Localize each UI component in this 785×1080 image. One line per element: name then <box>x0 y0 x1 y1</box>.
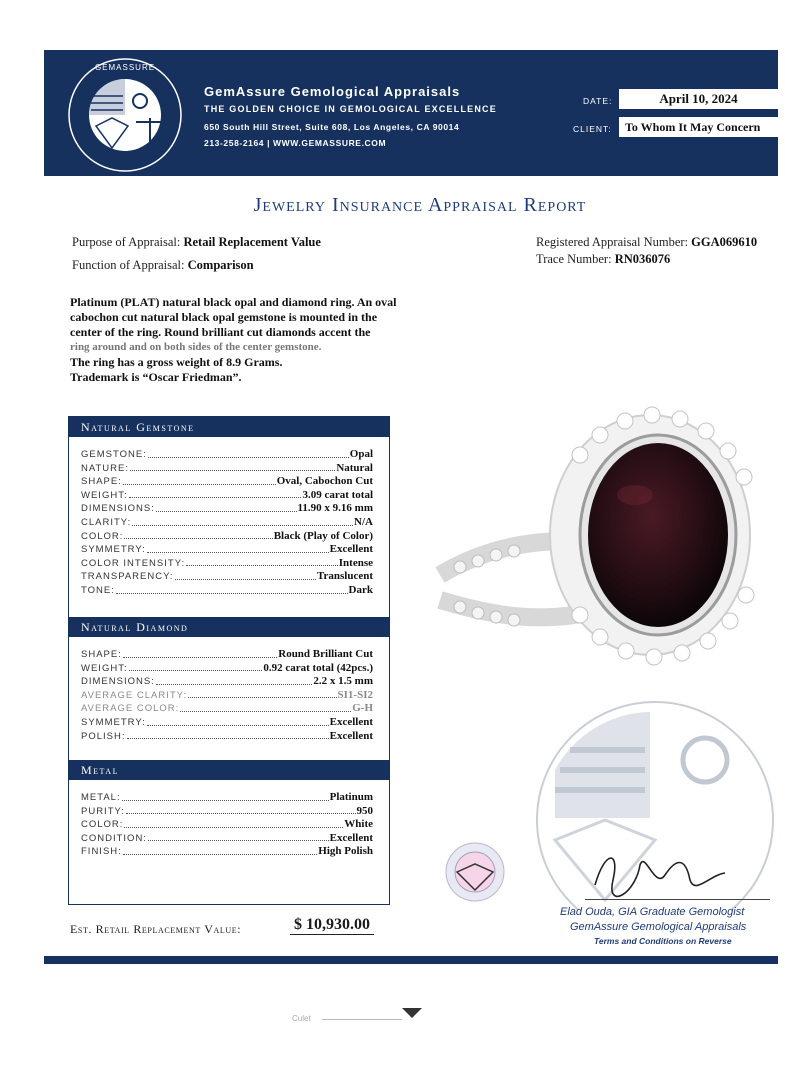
client-value: To Whom It May Concern <box>619 117 778 137</box>
description-line: Platinum (PLAT) natural black opal and diamond ring. An oval <box>70 295 397 309</box>
metal-spec-row <box>81 791 373 805</box>
dot-leader <box>180 702 351 712</box>
gemstone-section-heading: Natural Gemstone <box>69 417 389 437</box>
spec-value: Excellent <box>329 729 373 742</box>
spec-label: WEIGHT: <box>81 489 128 501</box>
diamond-spec-row <box>81 716 373 730</box>
ring-photo <box>430 395 760 695</box>
dot-leader <box>129 662 263 672</box>
dot-leader <box>123 845 318 855</box>
culet-diagram-icon <box>402 1008 422 1020</box>
dot-leader <box>188 689 336 699</box>
spec-label: FINISH: <box>81 846 122 858</box>
dot-leader <box>156 675 313 685</box>
spec-value: Translucent <box>316 570 373 583</box>
terms-note: Terms and Conditions on Reverse <box>594 936 732 946</box>
svg-text:GEMASSURE: GEMASSURE <box>94 63 156 72</box>
purpose-of-appraisal <box>72 235 321 250</box>
gemstone-spec-row <box>81 462 373 476</box>
metal-spec-row <box>81 805 373 819</box>
description-line: The ring has a gross weight of 8.9 Grams. <box>70 355 283 369</box>
spec-label: METAL: <box>81 792 121 803</box>
dot-leader <box>123 648 277 658</box>
diamond-spec-row <box>81 675 373 689</box>
dot-leader <box>129 489 302 499</box>
reg-value: GGA069610 <box>691 235 758 249</box>
spec-label: POLISH: <box>81 730 126 742</box>
metal-section-heading: Metal <box>69 760 389 780</box>
dot-leader <box>124 530 272 540</box>
dot-leader <box>123 475 276 485</box>
spec-label: CLARITY: <box>81 516 132 528</box>
item-description <box>70 295 450 385</box>
spec-label: DIMENSIONS: <box>81 503 155 515</box>
company-name: GemAssure Gemological Appraisals <box>204 84 461 99</box>
spec-value: 3.09 carat total <box>302 488 373 501</box>
spec-value: Black (Play of Color) <box>273 529 373 542</box>
date-label: DATE: <box>583 96 613 106</box>
spec-value: Intense <box>338 556 373 569</box>
dot-leader <box>148 448 349 458</box>
spec-value: Dark <box>348 583 373 596</box>
spec-value: Excellent <box>329 831 373 844</box>
spec-label: AVERAGE CLARITY: <box>81 689 188 701</box>
metal-spec-row <box>81 818 373 832</box>
gemstone-rows <box>81 448 373 598</box>
spec-value: Round Brilliant Cut <box>278 648 373 660</box>
purpose-label: Purpose of Appraisal: <box>72 235 181 249</box>
diamond-section-heading: Natural Diamond <box>69 617 389 637</box>
culet-label: Culet <box>292 1014 311 1023</box>
description-line: Trademark is “Oscar Friedman”. <box>70 370 242 384</box>
reg-label: Registered Appraisal Number: <box>536 235 689 249</box>
gemstone-spec-row <box>81 530 373 544</box>
function-label: Function of Appraisal: <box>72 258 185 272</box>
client-label: CLIENT: <box>573 124 612 134</box>
spec-label: NATURE: <box>81 462 129 474</box>
spec-value: Excellent <box>329 543 373 556</box>
spec-value: Platinum <box>329 791 373 803</box>
function-of-appraisal <box>72 258 254 273</box>
diamond-spec-row <box>81 730 373 744</box>
spec-value: Excellent <box>329 715 373 728</box>
trace-label: Trace Number: <box>536 252 612 266</box>
dot-leader <box>116 584 348 594</box>
company-seal-logo <box>66 56 184 174</box>
signature <box>585 845 735 905</box>
spec-label: GEMSTONE: <box>81 449 147 460</box>
description-line: ring around and on both sides of the center gemstone. <box>70 341 322 353</box>
diamond-spec-row <box>81 689 373 703</box>
gemstone-spec-row <box>81 557 373 571</box>
gemstone-spec-row <box>81 516 373 530</box>
diamond-spec-row <box>81 648 373 662</box>
spec-label: TRANSPARENCY: <box>81 571 174 583</box>
diamond-spec-row <box>81 702 373 716</box>
estimate-label: Est. Retail Replacement Value: <box>70 922 242 936</box>
gemstone-spec-row <box>81 543 373 557</box>
spec-value: Oval, Cabochon Cut <box>276 475 373 488</box>
spec-value: Opal <box>349 448 373 460</box>
gemstone-spec-row <box>81 584 373 598</box>
dot-leader <box>147 716 329 726</box>
spec-value: 2.2 x 1.5 mm <box>313 675 373 688</box>
dot-leader <box>132 516 353 526</box>
date-value: April 10, 2024 <box>619 89 778 109</box>
trace-value: RN036076 <box>614 252 671 266</box>
report-title: Jewelry Insurance Appraisal Report <box>253 194 587 216</box>
spec-value: 950 <box>356 804 373 817</box>
gemstone-spec-row <box>81 502 373 516</box>
diamond-spec-row <box>81 662 373 676</box>
dot-leader <box>122 791 329 801</box>
company-address: 650 South Hill Street, Suite 608, Los Angeles, CA 90014 <box>204 122 460 132</box>
spec-value: N/A <box>354 515 373 528</box>
specification-panel <box>68 416 390 905</box>
registered-appraisal-number <box>536 235 757 250</box>
metal-rows <box>81 791 373 859</box>
metal-spec-row <box>81 832 373 846</box>
description-line: center of the ring. Round brilliant cut diamonds accent the <box>70 325 371 339</box>
dot-leader <box>130 462 335 472</box>
spec-label: COLOR: <box>81 530 124 542</box>
appraiser-company: GemAssure Gemological Appraisals <box>570 921 747 933</box>
dot-leader <box>148 832 329 842</box>
dot-leader <box>147 543 329 553</box>
description-line: cabochon cut natural black opal gemstone is mounted in the <box>70 310 378 324</box>
gemstone-spec-row <box>81 475 373 489</box>
metal-spec-row <box>81 845 373 859</box>
diamond-rows <box>81 648 373 743</box>
spec-label: WEIGHT: <box>81 662 128 674</box>
signature-line <box>585 899 770 900</box>
footer-bar <box>44 956 778 964</box>
spec-value: SI1-SI2 <box>337 688 373 701</box>
gemstone-spec-row <box>81 489 373 503</box>
spec-label: AVERAGE COLOR: <box>81 703 180 715</box>
spec-value: White <box>344 818 373 831</box>
spec-label: SHAPE: <box>81 476 122 488</box>
trace-number <box>536 252 670 267</box>
spec-label: SHAPE: <box>81 649 122 660</box>
gemstone-spec-row <box>81 570 373 584</box>
appraiser-name: Elad Ouda, GIA Graduate Gemologist <box>560 906 745 918</box>
hologram-sticker <box>445 842 505 902</box>
spec-label: COLOR: <box>81 819 124 831</box>
spec-value: Natural <box>336 461 373 474</box>
spec-value: 11.90 x 9.16 mm <box>297 502 373 515</box>
estimate-value: $ 10,930.00 <box>290 916 374 935</box>
gemstone-spec-row <box>81 448 373 462</box>
company-tagline: THE GOLDEN CHOICE IN GEMOLOGICAL EXCELLENCE <box>204 104 497 114</box>
dot-leader <box>124 818 343 828</box>
spec-value: High Polish <box>318 845 373 858</box>
function-value: Comparison <box>187 258 254 272</box>
spec-label: DIMENSIONS: <box>81 676 155 688</box>
dot-leader <box>186 557 338 567</box>
spec-label: CONDITION: <box>81 832 147 844</box>
spec-label: SYMMETRY: <box>81 716 146 728</box>
spec-label: TONE: <box>81 584 115 596</box>
spec-label: SYMMETRY: <box>81 544 146 556</box>
spec-label: PURITY: <box>81 805 125 817</box>
dot-leader <box>127 730 329 740</box>
spec-value: 0.92 carat total (42pcs.) <box>263 661 373 674</box>
dot-leader <box>126 805 356 815</box>
culet-line <box>322 1019 402 1020</box>
spec-label: COLOR INTENSITY: <box>81 557 186 569</box>
company-phone-website: 213-258-2164 | WWW.GEMASSURE.COM <box>204 138 387 148</box>
spec-value: G-H <box>352 702 373 715</box>
dot-leader <box>175 570 316 580</box>
purpose-value: Retail Replacement Value <box>183 235 321 249</box>
dot-leader <box>156 502 297 512</box>
